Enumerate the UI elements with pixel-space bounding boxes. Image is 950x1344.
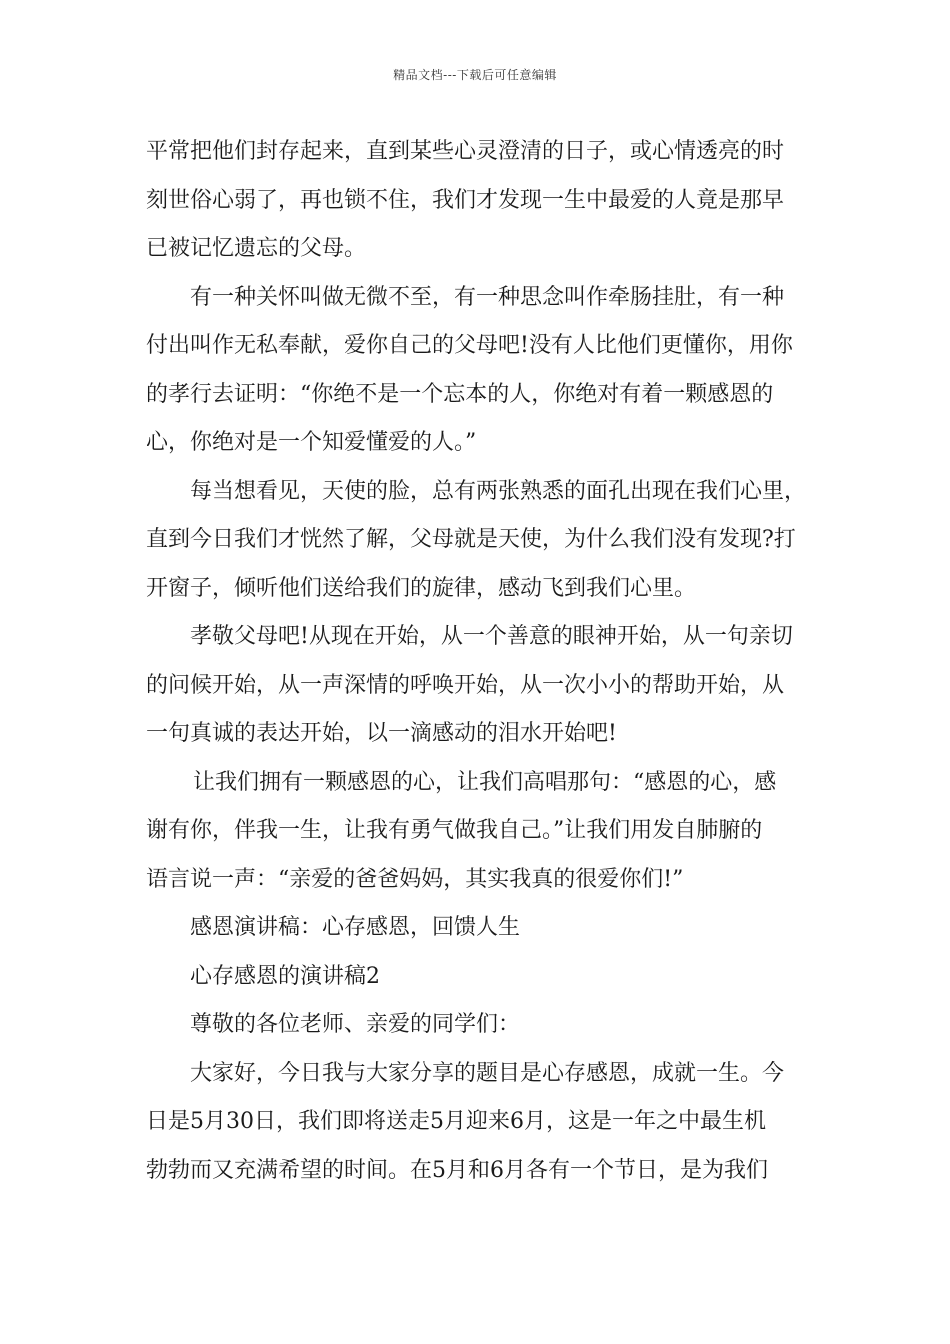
text-line: 的孝行去证明：“你绝不是一个忘本的人，你绝对有着一颗感恩的 [146, 381, 774, 407]
document-body [146, 128, 808, 1195]
salutation: 尊敬的各位老师、亲爱的同学们： [190, 1012, 521, 1037]
paragraph-start-line: 让我们拥有一颗感恩的心，让我们高唱那句：“感恩的心，感 [193, 769, 777, 795]
text-line: 勃勃而又充满希望的时间。在5月和6月各有一个节日，是为我们 [146, 1157, 768, 1183]
paragraph-start-line: 大家好，今日我与大家分享的题目是心存感恩，成就一生。今 [190, 1060, 785, 1086]
text-line: 一句真诚的表达开始，以一滴感动的泪水开始吧! [146, 721, 617, 746]
text-line: 刻世俗心弱了，再也锁不住，我们才发现一生中最爱的人竟是那早 [146, 187, 785, 213]
page-header: 精品文档---下载后可任意编辑 [393, 68, 557, 82]
text-line: 谢有你，伴我一生，让我有勇气做我自己。”让我们用发自肺腑的 [146, 818, 763, 843]
text-line: 付出叫作无私奉献，爱你自己的父母吧!没有人比他们更懂你，用你 [146, 333, 793, 358]
text-line: 心，你绝对是一个知爱懂爱的人。” [146, 430, 477, 455]
text-line: 开窗子，倾听他们送给我们的旋律，感动飞到我们心里。 [146, 575, 697, 601]
paragraph-start-line: 每当想看见，天使的脸，总有两张熟悉的面孔出现在我们心里， [190, 478, 807, 504]
text-line: 日是5月30日，我们即将送走5月迎来6月，这是一年之中最生机 [146, 1109, 766, 1134]
text-line: 的问候开始，从一声深情的呼唤开始，从一次小小的帮助开始，从 [146, 672, 785, 698]
text-line: 直到今日我们才恍然了解，父母就是天使，为什么我们没有发现?打 [146, 527, 796, 552]
section-title: 感恩演讲稿：心存感恩，回馈人生 [190, 915, 521, 940]
text-line: 语言说一声：“亲爱的爸爸妈妈，其实我真的很爱你们!” [146, 866, 684, 892]
paragraph-start-line: 孝敬父母吧!从现在开始，从一个善意的眼神开始，从一句亲切 [190, 624, 793, 649]
text-line: 平常把他们封存起来，直到某些心灵澄清的日子，或心情透亮的时 [146, 139, 785, 164]
speech-title: 心存感恩的演讲稿2 [190, 963, 380, 989]
paragraph-start-line: 有一种关怀叫做无微不至，有一种思念叫作牵肠挂肚，有一种 [190, 284, 785, 310]
text-line: 已被记忆遗忘的父母。 [146, 236, 367, 261]
